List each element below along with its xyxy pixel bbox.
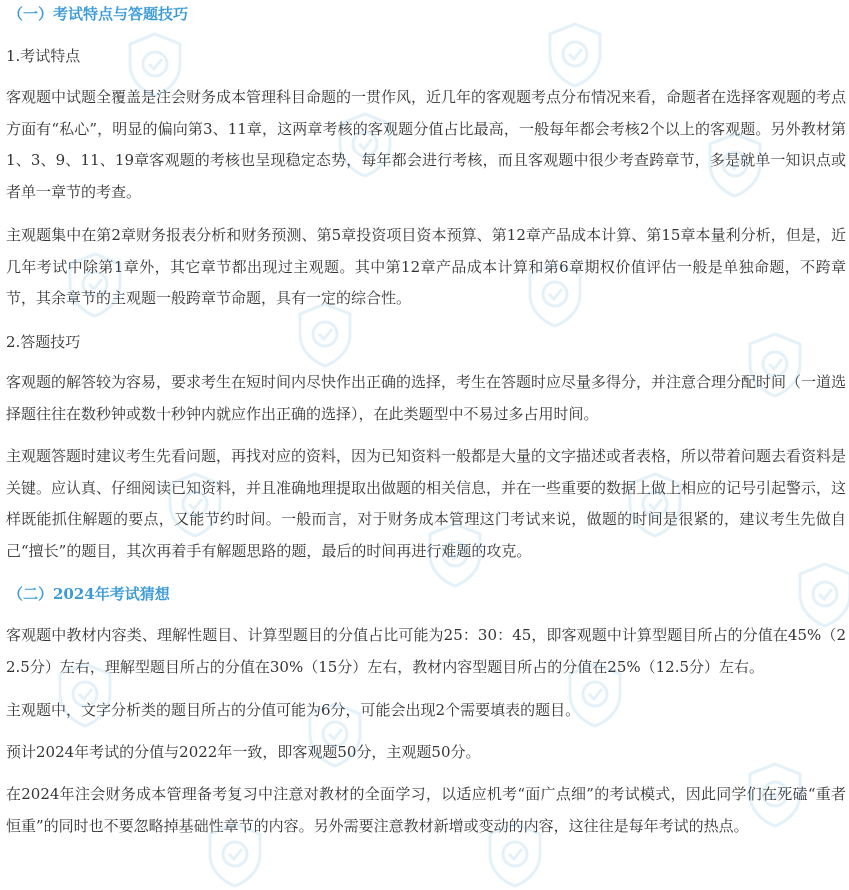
subheading-answer-tips: 2.答题技巧	[6, 333, 81, 351]
paragraph-subjective-questions: 主观题集中在第2章财务报表分析和财务预测、第5章投资项目资本预算、第12章产品成本计算、第15章本量利分析，但是，近几年考试中除第1章外，其它章节都出现过主观题。其中第12章产品成本计算和第6章期权价值评估一般是单独命题，不跨章节，其余章节的主观题一般跨章节命题，具有一定的综合性。	[6, 226, 846, 307]
paragraph-score-ratio: 客观题中教材内容类、理解性题目、计算型题目的分值占比可能为25：30：45，即客观题中计算型题目所占的分值在45%（22.5分）左右，理解型题目所占的分值在30%（15分）左右，教材内容型题目所占的分值在25%（12.5分）左右。	[6, 626, 846, 676]
shield-logo-icon	[540, 20, 610, 90]
paragraph-study-advice: 在2024年注会财务成本管理备考复习中注意对教材的全面学习，以适应机考“面广点细”的考试模式，因此同学们在死磕“重者恒重”的同时也不要忽略掉基础性章节的内容。另外需要注意教材新增或变动的内容，这往往是每年考试的热点。	[6, 785, 846, 835]
paragraph-objective-answer-tips: 客观题的解答较为容易，要求考生在短时间内尽快作出正确的选择，考生在答题时应尽量多得分，并注意合理分配时间（一道选择题往往在数秒钟或数十秒钟内就应作出正确的选择），在此类题型中不易过多占用时间。	[6, 373, 847, 423]
paragraph-objective-questions: 客观题中试题全覆盖是注会财务成本管理科目命题的一贯作风，近几年的客观题考点分布情况来看，命题者在选择客观题的考点方面有“私心”，明显的偏向第3、11章，这两章考核的客观题分值占比最高，一般每年都会考核2个以上的客观题。另外教材第1、3、9、11、19章客观题的考核也呈现稳定态势，每年都会进行考核，而且客观题中很少考查跨章节，多是就单一知识点或者单一章节的考查。	[6, 88, 847, 201]
paragraph-subjective-score: 主观题中，文字分析类的题目所占的分值可能为6分，可能会出现2个需要填表的题目。	[6, 701, 581, 719]
section-heading-2024-forecast: （二）2024年考试猜想	[8, 585, 170, 603]
subheading-exam-characteristics: 1.考试特点	[6, 47, 81, 65]
paragraph-score-forecast: 预计2024年考试的分值与2022年一致，即客观题50分，主观题50分。	[6, 743, 481, 761]
paragraph-subjective-answer-tips: 主观题答题时建议考生先看问题，再找对应的资料，因为已知资料一般都是大量的文字描述或者表格，所以带着问题去看资料是关键。应认真、仔细阅读已知资料，并且准确地理提取出做题的相关信息，并在一些重要的数据上做上相应的记号引起警示，这样既能抓住解题的要点，又能节约时间。一般而言，对于财务成本管理这门考试来说，做题的时间是很紧的，建议考生先做自己“擅长”的题目，其次再着手有解题思路的题，最后的时间再进行难题的攻克。	[6, 447, 847, 560]
section-heading-exam-features: （一）考试特点与答题技巧	[8, 5, 189, 23]
